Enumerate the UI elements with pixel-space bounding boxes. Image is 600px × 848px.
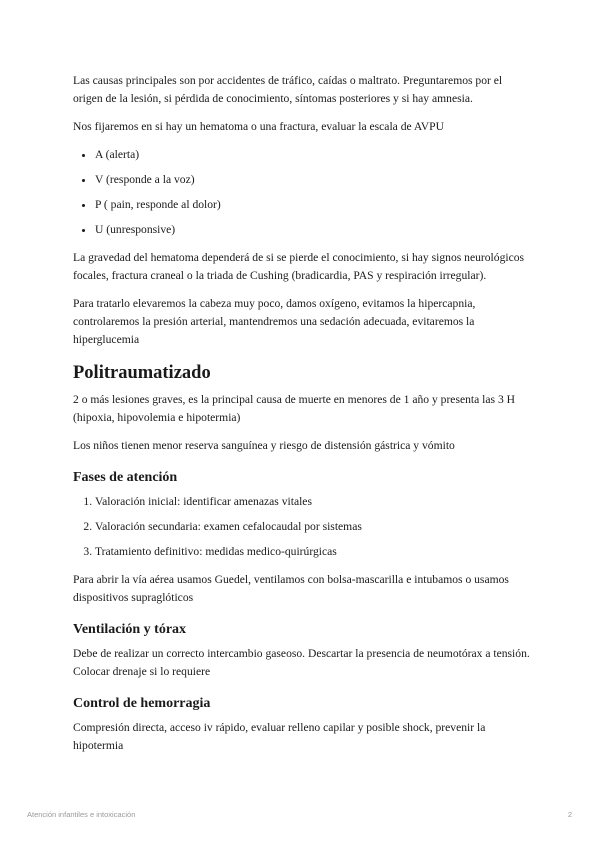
footer-document-title: Atención infantiles e intoxicación [27,810,136,819]
section-title-hemorragia: Control de hemorragia [73,696,211,711]
ventilacion-paragraph: Debe de realizar un correcto intercambio gaseoso. Descartar la presencia de neumotórax a tensión. Colocar drenaje si lo requiere [73,647,530,678]
list-item: 1. Valoración inicial: identificar amenazas vitales [95,493,533,511]
list-item: 3. Tratamiento definitivo: medidas medico-quirúrgicas [95,543,533,561]
list-item: • U (unresponsive) [95,221,533,239]
hemorragia-paragraph: Compresión directa, acceso iv rápido, evaluar relleno capilar y posible shock, prevenir la hipotermia [73,721,486,752]
intro-causes-paragraph: Las causas principales son por accidentes de tráfico, caídas o maltrato. Preguntaremos por el origen de la lesión, si pérdida de conocimiento, síntomas posteriores y si hay amnesia. [73,74,503,105]
footer-page-number: 2 [567,810,572,819]
avpu-list [73,146,533,239]
severity-paragraph: La gravedad del hematoma dependerá de si se pierde el conocimiento, si hay signos neurológicos focales, fractura craneal o la triada de Cushing (bradicardia, PAS y respiración irregular). [73,251,525,282]
intro-avpu-paragraph: Nos fijaremos en si hay un hematoma o una fractura, evaluar la escala de AVPU [73,120,444,133]
politrauma-children-paragraph: Los niños tienen menor reserva sanguínea y riesgo de distensión gástrica y vómito [73,439,455,452]
list-item: 2. Valoración secundaria: examen cefalocaudal por sistemas [95,518,533,536]
section-title-ventilacion: Ventilación y tórax [73,622,187,637]
list-item: • A (alerta) [95,146,533,164]
section-title-fases: Fases de atención [73,470,178,485]
list-item: • V (responde a la voz) [95,171,533,189]
fases-list [73,493,533,561]
list-item: • P ( pain, responde al dolor) [95,196,533,214]
document-body [73,72,533,765]
section-title-politraumatizado: Politraumatizado [73,363,211,383]
airway-paragraph: Para abrir la vía aérea usamos Guedel, ventilamos con bolsa-mascarilla e intubamos o usamos dispositivos supraglóticos [73,573,509,604]
treatment-paragraph: Para tratarlo elevaremos la cabeza muy poco, damos oxígeno, evitamos la hipercapnia, controlaremos la presión arterial, mantendremos una sedación adecuada, evitaremos la hiperglucemia [73,297,476,346]
politrauma-definition-paragraph: 2 o más lesiones graves, es la principal causa de muerte en menores de 1 año y presenta las 3 H (hipoxia, hipovolemia e hipotermia) [73,393,516,424]
